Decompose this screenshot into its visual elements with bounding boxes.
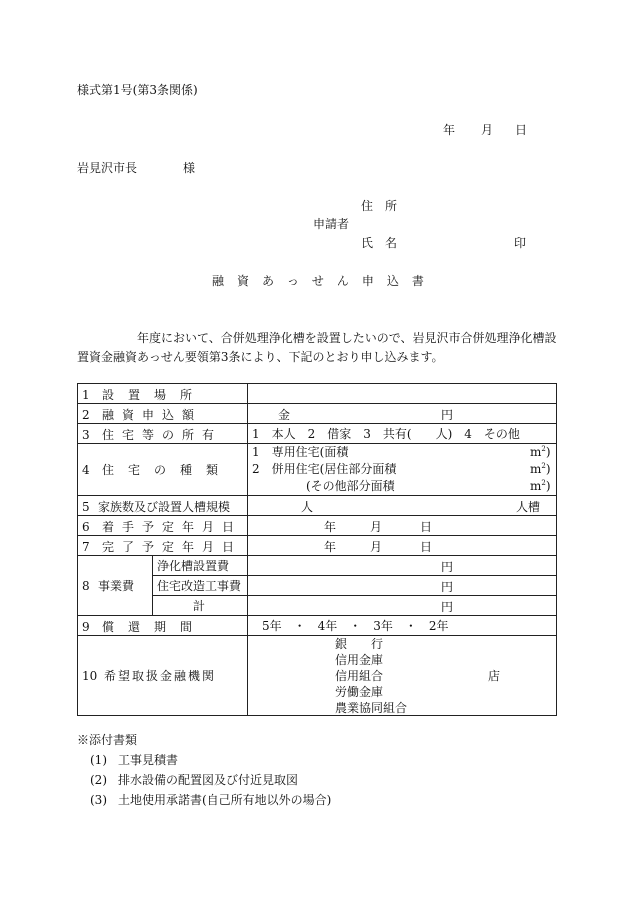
honorific: 様: [183, 161, 196, 175]
intro-line-1: 年度において、合併処理浄化槽を設置したいので、岩見沢市合併処理浄化槽設: [137, 331, 557, 345]
field-completion-date[interactable]: 年 月 日: [248, 536, 557, 556]
name-label: 氏 名: [361, 236, 398, 250]
attachment-num-3: (3): [90, 793, 107, 807]
application-table: [77, 383, 557, 716]
label-location: 設置場所: [102, 388, 207, 402]
date-year: 年: [443, 123, 456, 137]
row-family-tank: 5 家族数及び設置人槽規模 人 人槽: [78, 496, 557, 516]
row-repayment-period: 9 償還期間 5年 ・ 4年 ・ 3年 ・ 2年: [78, 616, 557, 636]
addressee: 岩見沢市長: [77, 161, 138, 175]
document-title: 融資あっせん申込書: [212, 274, 437, 288]
row-financial-institution: 10 希望取扱金融機関 銀 行 信用金庫 信用組合 店 労働金庫 農業協同組合: [78, 636, 557, 716]
label-completion-date: 完了予定年月日: [102, 540, 243, 554]
row-loan-amount: 2 融資申込額 金 円: [78, 404, 557, 424]
applicant-label: 申請者: [313, 217, 350, 231]
field-start-date[interactable]: 年 月 日: [248, 516, 557, 536]
row-housing-type: 4 住宅の種類 1 専用住宅(面積 $m^2$) 2 併用住宅(居住部分面積 $m^2$) (その他部分面積 $m^2$): [78, 444, 557, 496]
label-financial-institution: 希望取扱金融機関: [104, 669, 217, 683]
label-ownership: 住宅等の所有: [102, 428, 223, 442]
seal-mark: 印: [514, 236, 527, 250]
label-housing-type: 住宅の種類: [102, 463, 233, 477]
field-family-tank[interactable]: 人 人槽: [248, 496, 557, 516]
attachments-heading: ※添付書類: [77, 733, 138, 747]
field-location[interactable]: [248, 384, 557, 404]
field-ownership[interactable]: 1 本人 2 借家 3 共有( 人) 4 その他: [248, 424, 557, 444]
row-start-date: 6 着手予定年月日 年 月 日: [78, 516, 557, 536]
label-repayment-period: 償還期間: [102, 620, 207, 634]
field-housing-type[interactable]: 1 専用住宅(面積 $m^2$) 2 併用住宅(居住部分面積 $m^2$) (その他部分面積 $m^2$): [248, 444, 557, 496]
attachment-num-1: (1): [90, 753, 107, 767]
label-family-tank: 家族数及び設置人槽規模: [98, 500, 231, 514]
intro-line-2: 置資金融資あっせん要領第3条により、下記のとおり申し込みます。: [77, 350, 444, 364]
attachment-text-3: 土地使用承諾書(自己所有地以外の場合): [118, 793, 332, 807]
attachment-text-1: 工事見積書: [118, 753, 179, 767]
field-financial-institution[interactable]: 銀 行 信用金庫 信用組合 店 労働金庫 農業協同組合: [248, 636, 557, 716]
row-ownership: 3 住宅等の所有 1 本人 2 借家 3 共有( 人) 4 その他: [78, 424, 557, 444]
attachment-text-2: 排水設備の配置図及び付近見取図: [118, 773, 299, 787]
label-loan-amount: 融資申込額: [102, 408, 203, 422]
label-total-cost: 計: [153, 596, 248, 616]
field-house-renovation-cost[interactable]: 円: [248, 576, 557, 596]
field-tank-install-cost[interactable]: 円: [248, 556, 557, 576]
label-start-date: 着手予定年月日: [102, 520, 243, 534]
label-tank-install-cost: 浄化槽設置費: [153, 556, 248, 576]
form-number: 様式第1号(第3条関係): [77, 83, 198, 97]
field-total-cost[interactable]: 円: [248, 596, 557, 616]
row-project-cost-1: 8 事業費 浄化槽設置費 円: [78, 556, 557, 576]
row-location: 1 設置場所: [78, 384, 557, 404]
date-month: 月: [481, 123, 494, 137]
attachment-num-2: (2): [90, 773, 107, 787]
address-label: 住 所: [361, 199, 398, 213]
label-project-cost: 事業費: [98, 579, 135, 593]
field-loan-amount[interactable]: 金 円: [248, 404, 557, 424]
label-house-renovation-cost: 住宅改造工事費: [153, 576, 248, 596]
field-repayment-period[interactable]: 5年 ・ 4年 ・ 3年 ・ 2年: [248, 616, 557, 636]
row-completion-date: 7 完了予定年月日 年 月 日: [78, 536, 557, 556]
date-day: 日: [515, 123, 528, 137]
